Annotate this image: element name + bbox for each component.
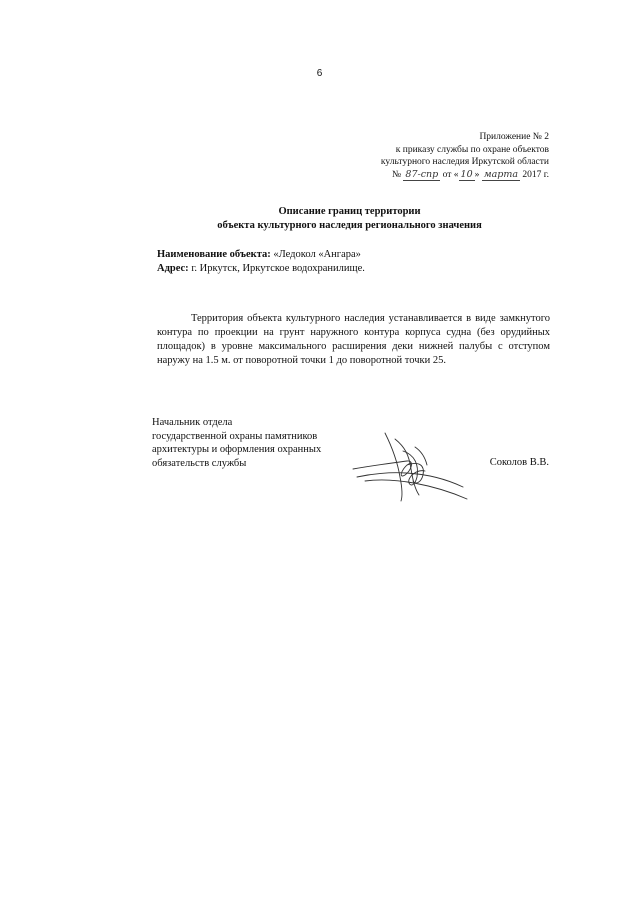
position-line-4: обязательств службы bbox=[152, 457, 247, 469]
handwritten-signature bbox=[345, 425, 470, 505]
date-day-handwritten: 10 bbox=[460, 168, 473, 180]
signatory-position bbox=[152, 416, 372, 470]
position-line-2: государственной охраны памятников bbox=[152, 430, 318, 442]
order-number-handwritten: 87-спр bbox=[405, 168, 439, 180]
signer-name: Соколов В.В. bbox=[489, 457, 549, 468]
order-line bbox=[249, 169, 549, 182]
date-month-handwritten: марта bbox=[483, 168, 519, 180]
object-name-row bbox=[157, 248, 557, 262]
document-heading bbox=[0, 205, 639, 233]
position-line-3: архитектуры и оформления охранных bbox=[152, 444, 322, 455]
object-address-row bbox=[157, 262, 557, 276]
appendix-line-2: культурного наследия Иркутской области bbox=[380, 157, 549, 167]
object-name-label: Наименование объекта: bbox=[157, 249, 271, 260]
appendix-line-1: к приказу службы по охране объектов bbox=[395, 144, 549, 155]
order-number-prefix: № bbox=[391, 169, 402, 180]
page-number: 6 bbox=[316, 68, 323, 79]
appendix-title: Приложение № 2 bbox=[479, 132, 549, 142]
date-year: 2017 г. bbox=[522, 169, 549, 180]
object-address-value: г. Иркутск, Иркутское водохранилище. bbox=[191, 263, 365, 274]
heading-line-2: объекта культурного наследия регионального значения bbox=[217, 220, 482, 231]
object-address-label: Адрес: bbox=[157, 263, 189, 274]
heading-line-1: Описание границ территории bbox=[278, 206, 421, 217]
object-info bbox=[157, 248, 557, 276]
date-from-label: от « bbox=[442, 169, 459, 180]
territory-description: Территория объекта культурного наследия устанавливается в виде замкнутого контура по проекции на грунт наружного контура корпуса судна (без орудийных площадок) в уровне максимального расширения деки нижней палубы с отступом наружу на 1.5 м. от поворотной точки 1 до поворотной точки 25. bbox=[157, 313, 550, 366]
appendix-header bbox=[249, 131, 549, 181]
position-line-1: Начальник отдела bbox=[152, 417, 233, 428]
date-close-quote: » bbox=[474, 169, 480, 180]
object-name-value: «Ледокол «Ангара» bbox=[273, 249, 361, 260]
